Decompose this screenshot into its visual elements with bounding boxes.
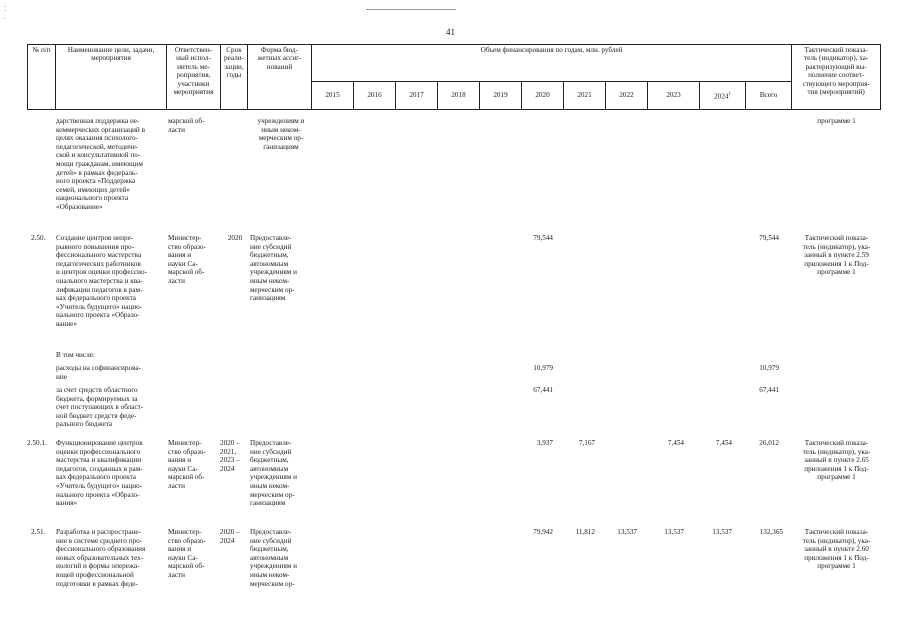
scan-specks: . · . xyxy=(4,1,7,21)
header-year: 2018 xyxy=(438,82,480,110)
value-total: 67,441 xyxy=(759,386,779,394)
row-no: 2.51. xyxy=(31,528,46,536)
header-year: 2019 xyxy=(480,82,522,110)
value-2023: 13,537 xyxy=(664,528,684,536)
header-form: Форма бюд- жетных ассиг- нований xyxy=(248,45,312,110)
row-resp: Министер- ство образо- вания и науки Са- марской об- ласти xyxy=(168,439,206,490)
row-indicator: Тактический показа- тель (индикатор), ука- занный в пункте 2.60 приложения 1 к Под- программе 1 xyxy=(802,528,871,571)
row-subheading: В том числе: xyxy=(56,351,95,359)
value-2020: 79,942 xyxy=(533,528,553,536)
row-indicator: Тактический показа- тель (индикатор), ука- занный в пункте 2.59 приложения 1 к Под- программе 1 xyxy=(802,234,871,277)
row-name: Разработка и распростране- ние в системе среднего про- фессионального образования новых образовательных тех- нологий и формы опережа- ющей профессиональной подготовки в рамках феде- xyxy=(56,528,146,588)
value-2021: 7,167 xyxy=(578,439,595,447)
value-2022: 13,537 xyxy=(617,528,637,536)
row-name: Создание центров непре- рывного повышения про- фессионального мастерства педагогических работников и центров оценки профессио- онального мастерства и ква- лификации педагогов в рам- ках федерального проекта «Учитель будущего» нацио- нального проекта «Образо- вание» xyxy=(56,234,148,328)
row-resp: Министер- ство образо- вания и науки Са- марской об- ласти xyxy=(168,528,206,579)
row-indicator: Тактический показа- тель (индикатор), ука- занный в пункте 2.65 приложения 1 к Под- программе 1 xyxy=(802,439,871,482)
header-year-2024: 2024$^1$ xyxy=(700,82,746,110)
value-2020: 79,544 xyxy=(533,234,553,242)
row-name: Функционирование центров оценки профессионального мастерства и квалификации педагогов, созданных в рам- ках федерального проекта «Учитель будущего» нацио- нального проекта «Образо- вания» xyxy=(56,439,143,508)
row-resp: Министер- ство образо- вания и науки Са- марской об- ласти xyxy=(168,234,206,285)
header-year: 2023 xyxy=(648,82,700,110)
row-name: расходы на софинансирова- ние xyxy=(56,364,141,381)
value-total: 10,979 xyxy=(759,364,779,372)
row-term: 2020 xyxy=(227,234,243,242)
header-year: 2016 xyxy=(354,82,396,110)
value-2021: 11,812 xyxy=(575,528,595,536)
value-2020: 10,979 xyxy=(533,364,553,372)
value-total: 26,012 xyxy=(759,439,779,447)
row-form: Предоставле- ние субсидий бюджетным, автономным учреждениям и иным неком- мерческим ор- ганизациям xyxy=(250,439,297,508)
header-finance: Объем финансирования по годам, млн. рублей xyxy=(312,45,792,82)
row-form: Предоставле- ние субсидий бюджетным, автономным учреждениям и иным неком- мерческим ор- ганизациям xyxy=(250,234,297,303)
row-form: учреждениям и иным неком- мерческим ор- ганизациям xyxy=(257,117,305,151)
row-name: за счет средств областного бюджета, формируемых за счет поступающих в област- ной бюджет средств феде- рального бюджета xyxy=(56,386,144,429)
row-form: Предоставле- ние субсидий бюджетным, автономным учреждениям и иным неком- мерческим ор- xyxy=(250,528,297,588)
header-indicator: Тактический показа- тель (индикатор), ха- рактеризующий вы- полнение соответ- ствующего мероприя- тия (мероприятий) xyxy=(792,45,881,110)
header-year: 2021 xyxy=(564,82,606,110)
value-2020: 3,937 xyxy=(536,439,553,447)
header-table xyxy=(27,44,881,110)
value-2020: 67,441 xyxy=(533,386,553,394)
value-2023: 7,454 xyxy=(667,439,684,447)
header-year: 2017 xyxy=(396,82,438,110)
value-total: 79,544 xyxy=(759,234,779,242)
value-2024: 7,454 xyxy=(715,439,732,447)
row-indicator: программе 1 xyxy=(817,117,856,125)
row-term: 2020 – 2021, 2023 – 2024 xyxy=(220,439,240,473)
header-year: 2015 xyxy=(312,82,354,110)
row-name: дарственная поддержка не- коммерческих организаций в целях оказания психолого- педагогической, методиче- ской и консультативной по- мощи гражданам, имеющим детей» в рамках федераль- ного проекта «Поддержка семей, имеющих детей» национального проекта «Образование» xyxy=(56,117,145,211)
header-year: 2022 xyxy=(606,82,648,110)
row-no: 2.50.1. xyxy=(27,439,47,447)
row-term: 2020 – 2024 xyxy=(220,528,240,545)
row-no: 2.50. xyxy=(31,234,46,242)
top-rule xyxy=(366,9,456,10)
header-name: Наименование цели, задачи, мероприятия xyxy=(56,45,167,110)
header-year: 2020 xyxy=(522,82,564,110)
header-no: № п/п xyxy=(28,45,56,110)
page-number: 41 xyxy=(446,27,455,37)
value-2024: 13,537 xyxy=(712,528,732,536)
header-resp: Ответствен- ный испол- нитель ме- роприятия, участники мероприятия xyxy=(167,45,221,110)
value-total: 132,365 xyxy=(759,528,783,536)
row-resp: марской об- ласти xyxy=(168,117,205,134)
header-total: Всего xyxy=(746,82,792,110)
header-term: Срок реали- зации, годы xyxy=(221,45,248,110)
